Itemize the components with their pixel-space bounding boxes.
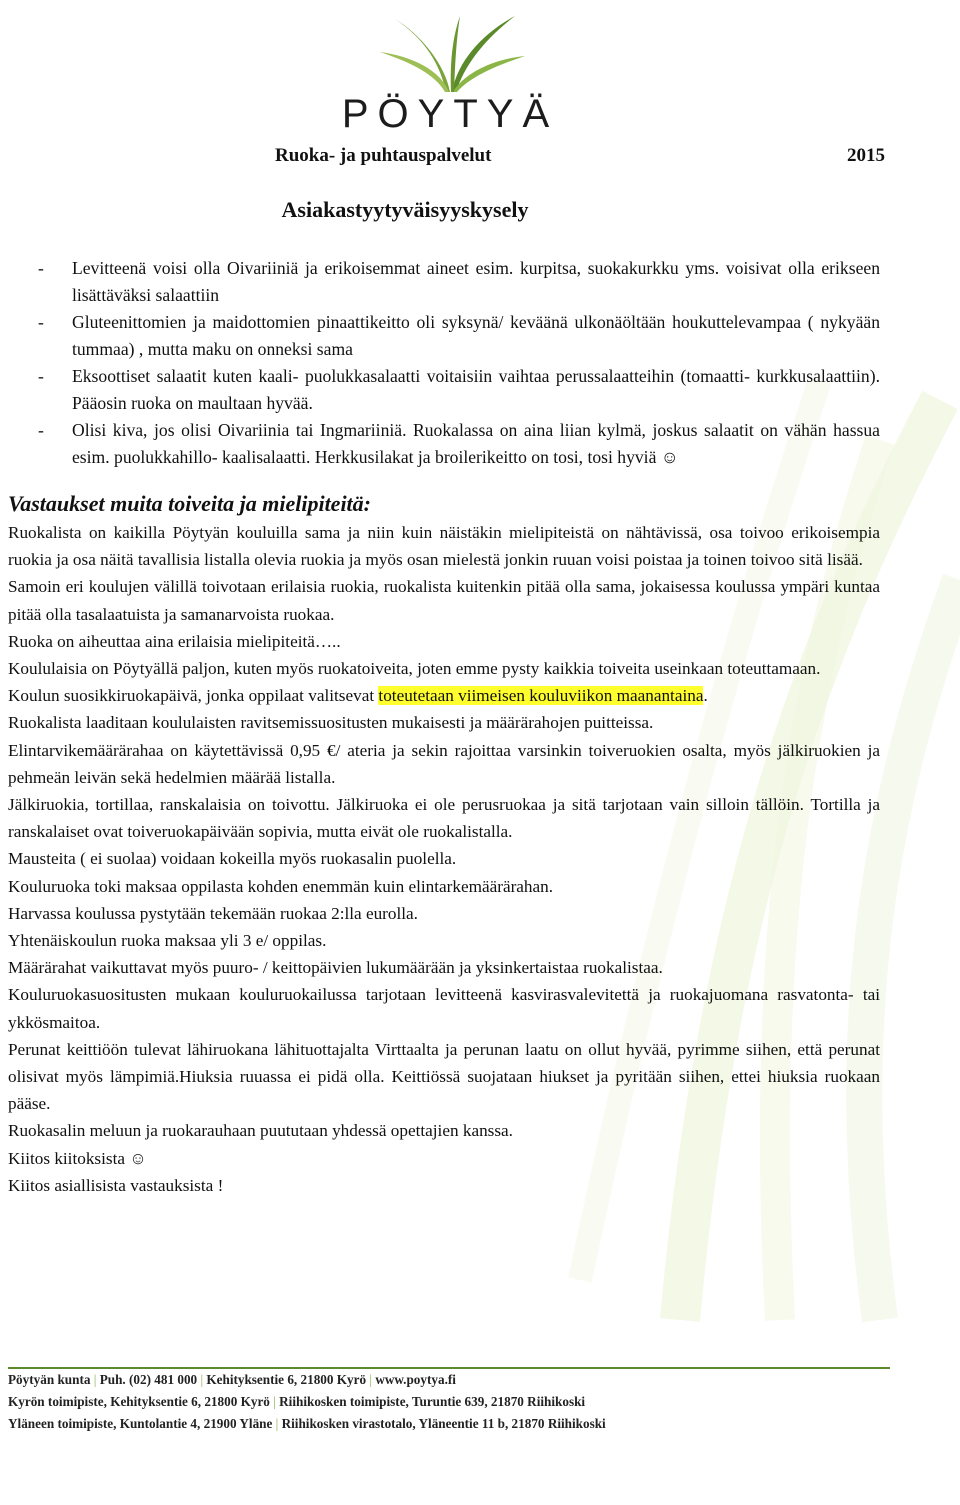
footer-phone: Puh. (02) 481 000 <box>99 1372 198 1387</box>
paragraph: Ruokasalin meluun ja ruokarauhaan puututaan yhdessä opettajien kanssa. <box>8 1121 513 1141</box>
document-header <box>275 145 885 167</box>
document-body <box>8 255 880 1199</box>
logo-wordmark: PÖYTYÄ <box>341 92 559 136</box>
footer-office: Kyrön toimipiste, Kehityksentie 6, 21800 Kyrö <box>8 1394 270 1409</box>
paragraph: Samoin eri koulujen välillä toivotaan erilaisia ruokia, ruokalista kuitenkin pitää olla sama, jokaisessa koulussa ympäri kuntaa pitää olla tasalaatuista ja samanarvoista ruokaa. <box>8 577 880 624</box>
footer-separator: | <box>275 1416 279 1431</box>
footer-separator: | <box>93 1372 97 1387</box>
paragraph: Kouluruoka toki maksaa oppilasta kohden enemmän kuin elintarkemäärärahan. <box>8 876 554 896</box>
footer-address: Kehityksentie 6, 21800 Kyrö <box>206 1372 367 1387</box>
list-dash: - <box>38 258 44 278</box>
paragraph: Elintarvikemäärärahaa on käytettävissä 0,95 €/ ateria ja sekin rajoittaa varsinkin toiveruokien osalta, myös jälkiruokien ja pehmeän leivän sekä hedelmien määrää listalla. <box>8 740 880 787</box>
page-title: Asiakastyytyväisyyskysely <box>281 197 529 222</box>
paragraph: Harvassa koulussa pystytään tekemään ruokaa 2:lla eurolla. <box>8 903 418 923</box>
footer-line <box>8 1391 890 1413</box>
footer-separator: | <box>273 1394 276 1409</box>
list-item <box>38 255 880 309</box>
department-name: Ruoka- ja puhtauspalvelut <box>275 145 492 166</box>
list-item-text: Gluteenittomien ja maidottomien pinaattikeitto oli syksynä/ keväänä ulkonäöltään houkuttelevampaa ( nykyään tummaa) , mutta maku on onneksi sama <box>72 312 880 359</box>
paragraph: Kiitos asiallisista vastauksista ! <box>8 1175 224 1195</box>
list-dash: - <box>38 366 44 386</box>
document-footer <box>8 1367 890 1435</box>
footer-separator: | <box>369 1372 373 1387</box>
list-item-text: Olisi kiva, jos olisi Oivariinia tai Ingmariiniä. Ruokalassa on aina liian kylmä, joskus salaatit on vähän hassua esim. puolukkahillo- kaalisalaatti. Herkkusilakat ja broilerikeitto on tosi, tosi hyviä ☺ <box>72 420 880 467</box>
paragraph: Yhtenäiskoulun ruoka maksaa yli 3 e/ oppilas. <box>8 931 327 951</box>
poytya-logo <box>300 14 600 136</box>
footer-office: Riihikosken virastotalo, Yläneentie 11 b, 21870 Riihikoski <box>281 1416 606 1431</box>
paragraph: Määrärahat vaikuttavat myös puuro- / keittopäivien lukumäärään ja yksinkertaistaa ruokalistaa. <box>8 958 663 978</box>
list-dash: - <box>38 312 44 332</box>
list-item-text: Eksoottiset salaatit kuten kaali- puolukkasalaatti voitaisiin vaihtaa perussalaatteihin (tomaatti- kurkkusalaattiin). Pääosin ruoka on maultaan hyvää. <box>72 366 880 413</box>
feedback-list <box>8 255 880 471</box>
list-item <box>38 417 880 471</box>
footer-line <box>8 1413 890 1435</box>
paragraph: Perunat keittiöön tulevat lähiruokana lähituottajalta Virttaalta ja perunan laatu on ollut hyvää, pyrimme siihen, että perunat olisivat myös lämpimiä.Hiuksia ruuassa ei pidä olla. Keittiössä suojataan hiukset ja pyritään siihen, ettei hiuksia ruokaan pääse. <box>8 1039 880 1114</box>
paragraph: Jälkiruokia, tortillaa, ranskalaisia on toivottu. Jälkiruoka ei ole perusruokaa ja sitä tarjotaan vain silloin tällöin. Tortilla ja ranskalaiset ovat toiveruokapäivään sopivia, mutta eivät ole ruokalistalla. <box>8 795 880 842</box>
section-heading: Vastaukset muita toiveita ja mielipiteitä: <box>8 491 371 516</box>
paragraph-highlighted <box>8 682 880 709</box>
paragraph: Ruokalista laaditaan koululaisten ravitsemissuositusten mukaisesti ja määrärahojen puitteissa. <box>8 713 654 733</box>
footer-office: Riihikosken toimipiste, Turuntie 639, 21870 Riihikoski <box>279 1394 586 1409</box>
paragraph: Koululaisia on Pöytyällä paljon, kuten myös ruokatoiveita, joten emme pysty kaikkia toiveita useinkaan toteuttamaan. <box>8 659 821 679</box>
list-item <box>38 309 880 363</box>
list-item-text: Levitteenä voisi olla Oivariiniä ja erikoisemmat aineet esim. kurpitsa, suokakurkku yms. voisivat olla erikseen lisättäväksi salaattiin <box>72 258 880 305</box>
paragraph: Kiitos kiitoksista ☺ <box>8 1148 147 1168</box>
footer-org: Pöytyän kunta <box>8 1372 91 1387</box>
footer-office: Yläneen toimipiste, Kuntolantie 4, 21900 Yläne <box>8 1416 273 1431</box>
paragraph: Kouluruokasuositusten mukaan kouluruokailussa tarjotaan levitteenä kasvirasvalevitettä ja ruokajuomana rasvatonta- tai ykkösmaitoa. <box>8 985 880 1032</box>
paragraph-text: . <box>703 686 708 706</box>
paragraph: Ruoka on aiheuttaa aina erilaisia mielipiteitä….. <box>8 631 341 651</box>
footer-separator: | <box>200 1372 204 1387</box>
paragraph: Ruokalista on kaikilla Pöytyän kouluilla sama ja niin kuin näistäkin mielipiteistä on nähtävissä, osa toivoo erikoisempia ruokia ja osa näitä tavallisia listalla olevia ruokia ja myös osan mielestä jonkin ruuan voisi poistaa ja toinen toivoo sitä lisää. <box>8 523 880 570</box>
list-item <box>38 363 880 417</box>
footer-website-link[interactable]: www.poytya.fi <box>375 1372 456 1387</box>
header-year: 2015 <box>847 145 885 166</box>
footer-line <box>8 1369 890 1391</box>
highlighted-text: toteutetaan viimeisen kouluviikon maanantaina <box>378 686 704 706</box>
paragraph-text: Koulun suosikkiruokapäivä, jonka oppilaat valitsevat <box>8 686 379 706</box>
paragraph: Mausteita ( ei suolaa) voidaan kokeilla myös ruokasalin puolella. <box>8 849 457 869</box>
list-dash: - <box>38 420 44 440</box>
grass-leaf-icon <box>300 14 600 94</box>
